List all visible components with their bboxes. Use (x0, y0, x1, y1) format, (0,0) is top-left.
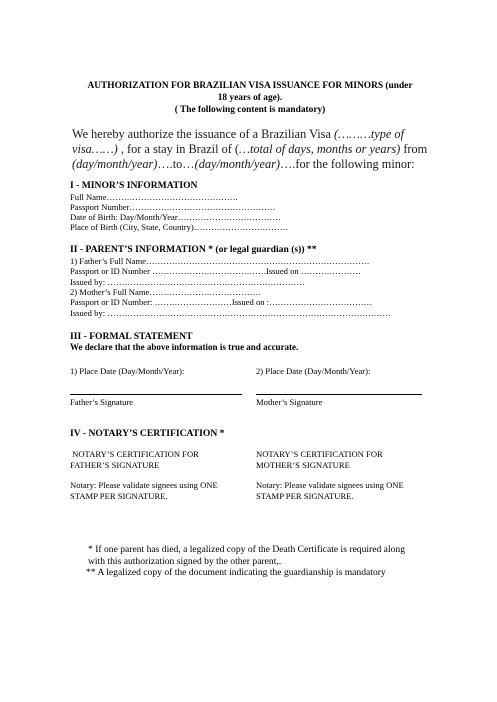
father-notary-title-line-2: FATHER’S SIGNATURE (70, 459, 160, 470)
form-title (60, 80, 440, 116)
section-parent-heading: II - PARENT’S INFORMATION * (or legal guardian (s)) ** (70, 244, 317, 255)
father-name-field[interactable]: 1) Father’s Full Name…………………………………………………………………… (70, 256, 370, 266)
father-place-date-field[interactable]: 1) Place Date (Day/Month/Year): (70, 366, 185, 376)
footnote-guardianship: ** A legalized copy of the document indicating the guardianship is mandatory (86, 567, 386, 578)
father-notary-instruction (70, 480, 218, 501)
father-notary-title (70, 449, 199, 470)
mother-notary-instruction (256, 480, 404, 501)
title-line-2: 18 years of age). (217, 93, 283, 103)
father-signature-label: Father’s Signature (70, 397, 134, 407)
title-line-3: ( The following content is mandatory) (174, 105, 326, 115)
minor-full-name-field[interactable]: Full Name………………………………………. (70, 192, 238, 202)
footnote-death-certificate (88, 544, 405, 567)
mother-notary-title (256, 449, 383, 470)
father-notary-note-line-2: STAMP PER SIGNATURE. (70, 490, 168, 501)
section-minor-heading: I - MINOR’S INFORMATION (70, 180, 198, 191)
declaration-text: We declare that the above information is true and accurate. (70, 342, 299, 352)
footnote-line-2: with this authorization signed by the other parent,. (88, 555, 282, 567)
mother-name-field[interactable]: 2) Mother’s Full Name………………………………… (70, 287, 262, 297)
mother-notary-note-line-2: STAMP PER SIGNATURE. (256, 490, 354, 501)
section-statement-heading: III - FORMAL STATEMENT (70, 331, 193, 342)
footnote-line-1: * If one parent has died, a legalized copy of the Death Certificate is required along (88, 544, 405, 555)
mother-issued-by-field[interactable]: Issued by: ……………………………………………………………………………………… (70, 308, 391, 318)
to-date-placeholder: (day/month/year) (194, 157, 280, 171)
father-issued-by-field[interactable]: Issued by: …………………………………………………………… (70, 277, 305, 287)
mother-signature-line[interactable] (256, 394, 422, 395)
father-signature-line[interactable] (70, 394, 242, 395)
from-date-placeholder: (day/month/year) (72, 157, 158, 171)
intro-text-2: , for a stay in Brazil of ( (117, 142, 240, 156)
intro-text-5: ….for the following minor: (279, 157, 415, 171)
mother-place-date-field[interactable]: 2) Place Date (Day/Month/Year): (256, 366, 371, 376)
stay-length-placeholder: …total of days, months or years) (239, 142, 401, 156)
minor-passport-field[interactable]: Passport Number…………………………………………… (70, 202, 276, 212)
minor-birth-date-field[interactable]: Date of Birth: Day/Month/Year……………………………… (70, 212, 281, 222)
mother-notary-note-line-1: Notary: Please validate signees using ONE (256, 480, 404, 490)
mother-signature-label: Mother’s Signature (256, 397, 323, 407)
intro-text-1: We hereby authorize the issuance of a Brazilian Visa (72, 127, 334, 141)
mother-passport-field[interactable]: Passport or ID Number: ………………………Issued on :……………………………… (70, 297, 373, 307)
father-notary-title-line-1: NOTARY’S CERTIFICATION FOR (70, 449, 199, 459)
father-passport-field[interactable]: Passport or ID Number ………………………………….Issued on ………………… (70, 266, 361, 276)
section-notary-heading: IV - NOTARY’S CERTIFICATION * (70, 428, 225, 439)
intro-text-4: ….to… (157, 157, 195, 171)
visa-type-placeholder: (………type of visa……) (72, 127, 405, 156)
mother-notary-title-line-1: NOTARY’S CERTIFICATION FOR (256, 449, 383, 459)
intro-text-3: from (400, 142, 428, 156)
father-notary-note-line-1: Notary: Please validate signees using ONE (70, 480, 218, 490)
authorization-statement (72, 127, 432, 172)
title-line-1: AUTHORIZATION FOR BRAZILIAN VISA ISSUANCE FOR MINORS (under (87, 81, 413, 91)
mother-notary-title-line-2: MOTHER’S SIGNATURE (256, 459, 350, 470)
minor-birth-place-field[interactable]: Place of Birth (City, State, Country)…………………………… (70, 222, 289, 232)
